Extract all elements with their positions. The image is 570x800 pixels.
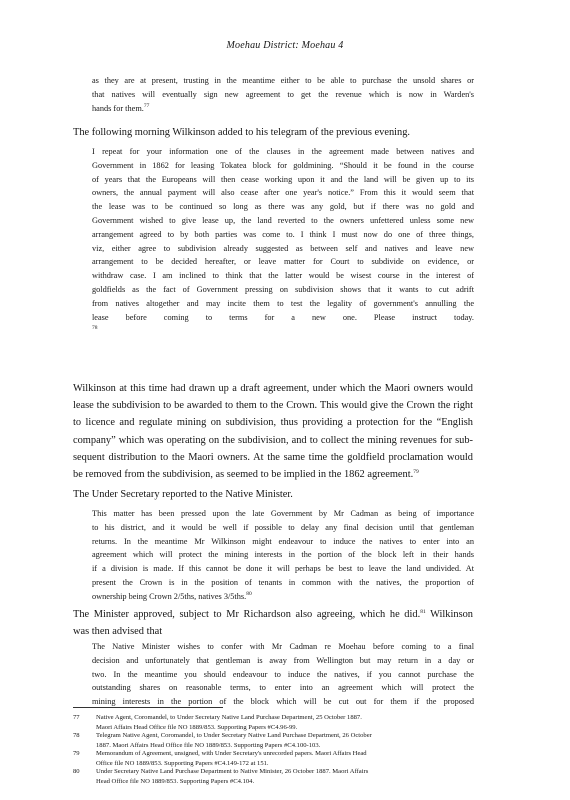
text-line: owners, the annual payment will also cease after one year's notice.” From this it would seem that (92, 188, 474, 198)
text-line: that natives will eventually sign new agreement to get the revenue which is now in Warden's (92, 89, 474, 99)
text-line: The Minister approved, subject to Mr Richardson also agreeing, which he did.$^{81}$ Wilkinson (73, 609, 473, 620)
text-line: to licence and regulate mining on subdivision, thus providing a protection for the “English (73, 417, 473, 429)
footnote-number: 80 (73, 768, 80, 775)
quote-native-minister (92, 640, 474, 709)
text-line: This matter has been pressed upon the late Government by Mr Cadman as being of importance (92, 509, 474, 518)
quote-continuation (92, 74, 474, 115)
text-line: two. In the meantime you should endeavour to induce the natives, if you cannot purchase the (92, 669, 474, 679)
footnote-number: 77 (73, 714, 80, 721)
text-line: hands for them.$^{77}$ (92, 102, 150, 113)
text-line: The Native Minister wishes to confer with Mr Cadman re Moehau before coming to a final (92, 642, 474, 651)
text-line: Government wished to give lease up, the land reverted to the owners unfettered unless some new (92, 215, 474, 225)
text-line: withdraw case. I am inclined to think that the latter would be wisest course in the interest of (92, 271, 474, 281)
text-line: returns. In the meantime Mr Wilkinson might endeavour to induce the natives to enter into an (92, 536, 474, 546)
text-line: mining interests in the portion of the block which will be cut out for them if the proposed (92, 697, 474, 707)
text-line: was then advised that (73, 626, 163, 638)
text-line: arrangement agreed to by both parties was come to. I think I must now do one of three things, (92, 229, 474, 239)
text-line: Maori Affairs Head Office file NO 1889/853. Supporting Papers #C4.96-99. (96, 724, 298, 731)
body-paragraph (73, 606, 473, 640)
text-line: Telegram Native Agent, Coromandel, to Under Secretary Native Land Purchase Department, 26 October (96, 732, 372, 739)
text-line: 1887. Maori Affairs Head Office file NO 1889/853. Supporting Papers #C4.100-103. (96, 742, 321, 749)
text-line: the lease was to be continued so long as there was any gold, but if there was no gold and (92, 202, 474, 212)
text-line: of years that the Europeans will then cease working upon it and the land will be given up to its (92, 174, 474, 184)
text-line: be removed from the subdivision, as seemed to be implied in the 1862 agreement.$^{79}$ (73, 469, 419, 481)
text-line: Head Office file NO 1889/853. Supporting Papers #C4.104. (96, 778, 255, 785)
text-line: agreement which will protect the mining interests in the portion of the block left in their hands (92, 550, 474, 560)
text-line: Memorandum of Agreement, unsigned, with Under Secretary's unrecorded papers. Maori Affairs Head (96, 750, 367, 757)
text-line: Government in 1862 for leasing Tokatea block for goldmining. “Should it be found in the course (92, 160, 474, 170)
text-line: if a division is made. If this cannot be done it will perhaps be best to leave the land undivided. At (92, 564, 474, 574)
running-header: Moehau District: Moehau 4 (226, 40, 344, 51)
body-paragraph (73, 380, 473, 483)
footnote-number: 79 (73, 750, 80, 757)
text-line: Native Agent, Coromandel, to Under Secretary Native Land Purchase Department, 25 October 1887. (96, 714, 362, 721)
text-line: Under Secretary Native Land Purchase Department to Native Minister, 26 October 1887. Maori Affairs (96, 768, 369, 775)
text-line: ownership being Crown 2/5ths, natives 3/5ths.$^{80}$ (92, 590, 252, 601)
footnote-divider (73, 707, 223, 708)
text-line: sequent distribution to the Maori owners. At the same time the goldfield proclamation would (73, 451, 473, 463)
footnote-ref: 79 (413, 469, 419, 476)
body-paragraph (73, 124, 473, 141)
footnote-number: 78 (73, 732, 80, 739)
quote-telegram (92, 145, 474, 338)
text-line: present the Crown is in the position of tenants in common with the natives, the proportion of (92, 577, 474, 587)
text-line: company” which was operating on the subdivision, and to collect the mining revenues for sub- (73, 434, 473, 446)
text-line: lease the subdivision to be awarded to them to the Crown. This would give the Crown the right (73, 400, 473, 412)
text-line: as they are at present, trusting in the meantime either to be able to purchase the unsold shares or (92, 76, 474, 85)
text-line: The Under Secretary reported to the Native Minister. (73, 489, 293, 500)
text-line (92, 324, 474, 338)
footnote-ref: 77 (143, 102, 150, 109)
text-line: I repeat for your information one of the clauses in the agreement made between natives and (92, 147, 474, 156)
text-line: viz, either agree to subdivision already suggested as between self and natives and leave new (92, 243, 474, 253)
text-line: outstanding shares on reasonable terms, to enter into an agreement which will protect the (92, 683, 474, 693)
text-line: Office file NO 1889/853. Supporting Papers #C4.149-172 at 151. (96, 760, 269, 767)
body-paragraph (73, 486, 473, 503)
footnote-ref: 80 (246, 590, 252, 597)
quote-under-secretary (92, 507, 474, 604)
footnote-ref: 81 (420, 609, 426, 615)
text-line: goldfields as the fact of Government pressing on subdivision shows that it wants to cut adrift (92, 284, 474, 294)
text-line: decision and unfortunately that gentleman is away from Wellington but may return in a day or (92, 655, 474, 665)
footnote-ref: 78 (92, 325, 98, 332)
text-line: arrangement to be decided hereafter, or leave matter for Court to subdivide on evidence, or (92, 257, 474, 267)
text-line: The following morning Wilkinson added to his telegram of the previous evening. (73, 127, 411, 138)
text-line: from natives altogether and may incite them to test the legality of government's annulling the (92, 298, 474, 308)
text-line: to his district, and it would be well if possible to delay any final decision until that gentleman (92, 522, 474, 532)
text-line: lease before coming to terms for a new one. Please instruct today. (92, 312, 474, 322)
text-line: Wilkinson at this time had drawn up a draft agreement, under which the Maori owners would (73, 383, 473, 394)
